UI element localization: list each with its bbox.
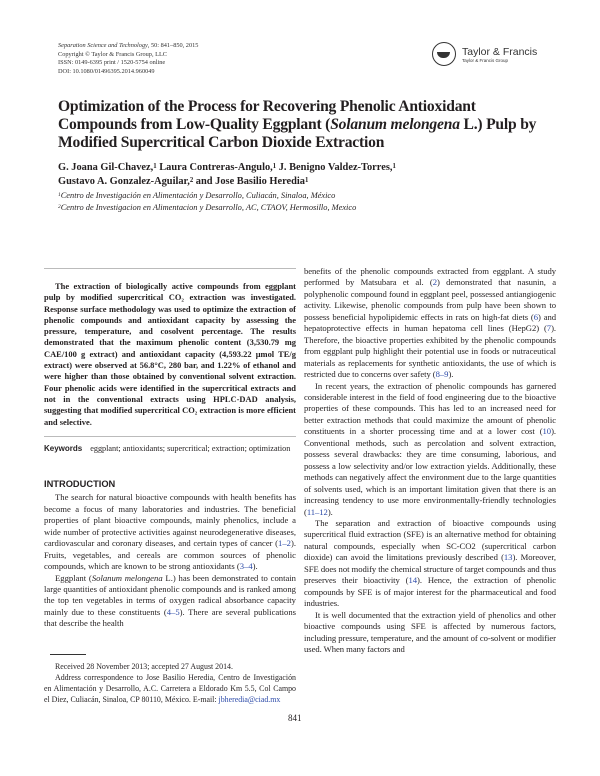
title-species: Solanum melongena	[330, 115, 460, 133]
author-list	[58, 161, 558, 189]
publisher-name: Taylor & Francis	[462, 45, 538, 58]
left-column-body	[44, 492, 296, 629]
received-dates: Received 28 November 2013; accepted 27 August 2014.	[55, 661, 233, 671]
citation-link[interactable]: 4–5	[166, 606, 180, 617]
footnote	[44, 661, 296, 705]
journal-name: Separation Science and Technology	[58, 42, 148, 49]
abstract-top-rule	[44, 268, 296, 269]
citation-link[interactable]: 11–12	[306, 506, 328, 517]
publisher-logo	[432, 42, 537, 66]
citation-link[interactable]: 14	[408, 575, 418, 586]
right-column-body	[304, 266, 556, 655]
abstract-bottom-rule	[44, 436, 296, 437]
author: J. Benigno Valdez-Torres,$^1$	[276, 162, 396, 174]
author: Gustavo A. Gonzalez-Aguilar,$^2$	[58, 176, 194, 188]
affiliations	[58, 190, 558, 214]
paragraph: Eggplant (Solanum melongena L.) has been demonstrated to contain large quantities of antioxidant phenolic compounds and is ranked among the top ten vegetables in terms of oxygen radical absorbance capacity mainly due to these constituents (4–5). There are several publications that describe the health	[44, 572, 297, 629]
keywords	[44, 444, 296, 455]
article-title	[58, 98, 558, 151]
paragraph: In recent years, the extraction of phenolic compounds has garnered considerable interest in the field of food engineering due to the bioactive properties of these compounds. This has led to an increased need for better extraction methods that could maximize the amount of phenolic constituents in a shorter processing time and at a lower cost (10). Conventional methods, such as percolation and solvent extraction, possess several drawbacks: they are time consuming, laborious, and possess a low selectivity and/or low extraction yields. Additionally, these methods can negatively affect the environment due to the large quantities of solvents used, which is an important limitation given that there is an increasing tendency to use more environmentally-friendly technologies (11–12).	[304, 380, 556, 517]
footnote-rule	[50, 654, 86, 655]
journal-header	[58, 42, 198, 76]
paragraph: It is well documented that the extraction yield of phenolics and other bioactive compounds using SFE is affected by numerous factors, including pressure, temperature, and the amount of co-solvent or modifier used. When many factors and	[304, 609, 556, 654]
affiliation: $^1$Centro de Investigación en Alimentación y Desarrollo, Culiacán, Sinaloa, México	[58, 191, 336, 201]
copyright: Copyright © Taylor & Francis Group, LLC	[58, 50, 167, 58]
citation-link[interactable]: 2	[432, 277, 437, 288]
journal-citation: , 50: 841–850, 2015	[147, 42, 199, 49]
paragraph: benefits of the phenolic compounds extracted from eggplant. A study performed by Matsubara et al. (2) demonstrated that nasunin, a polyphenolic compound found in eggplant peel, possessed antiangiogenic activity. Likewise, phenolic compounds from pulp have been shown to possess beneficial hypolipidemic effects in rats on high-fat diets (6) and hepatoprotective effects in human hepatoma cell lines (HepG2) (7). Therefore, the bioactive properties exhibited by the phenolic compounds from eggplant pulp highlight their potential use in foods or nutraceutical materials as replacements for synthetic antioxidants, the use of which is restricted due to concerns over safety (8–9).	[304, 266, 557, 380]
citation-link[interactable]: 8–9	[435, 369, 449, 380]
article-heading-block	[58, 98, 558, 214]
citation-link[interactable]: 7	[546, 323, 552, 334]
doi: DOI: 10.1080/01496395.2014.960049	[58, 67, 155, 75]
citation-link[interactable]: 10	[542, 426, 552, 437]
paragraph: The search for natural bioactive compounds with health benefits has become a focus of many laboratories and industries. The beneficial properties of plant bioactive compounds, mainly phenolics, include a wide number of protective activities against neurodegenerative diseases, cardiovascular and coronary diseases, and certain types of cancer (1–2). Fruits, vegetables, and cereals are common sources of phenolic compounds, which are known to be strong antioxidants (3–4).	[44, 492, 296, 572]
title-text: Optimization of the Process for Recovering Phenolic Antioxidant Compounds from Low-Quality Eggplant (	[58, 98, 476, 133]
title-text-end: L.) Pulp by Modified Supercritical Carbon Dioxide Extraction	[58, 115, 537, 151]
citation-link[interactable]: 3–4	[239, 561, 253, 572]
abstract-text: The extraction of biologically active compounds from eggplant pulp by modified supercritical CO₂ extraction was investigated. Response surface methodology was used to optimize the extraction of phenolic compounds and antioxidant capacity by assessing the pressure, temperature, and cosolvent percentage. The results demonstrated that the maximum phenolic content (3,530.79 mg CAE/100 g extract) and antioxidant capacity (4,593.22 μmol TE/g extract) were observed at 56.8°C, 280 bar, and 1.22% of ethanol and were higher than those obtained by conventional solvent extraction. Four phenolic acids were identified in the supercritical extracts and not in the conventional extracts using HPLC-DAD analysis, suggesting that modified supercritical CO₂ extraction is more efficient and selective.	[44, 281, 296, 427]
paragraph: The separation and extraction of bioactive compounds using supercritical fluid extraction (SFE) is an alternative method for obtaining natural compounds, especially when SC-CO2 (supercritical carbon dioxide) can avoid the limitations previously described (13). Moreover, SFE does not modify the chemical structure of target compounds and thus preserves their bioactivity (14). Hence, the extraction of phenolic compounds by SFE is of major interest for the pharmaceutical and food industries.	[304, 517, 557, 609]
abstract	[44, 281, 296, 428]
keywords-label: Keywords	[44, 443, 83, 453]
citation-link[interactable]: 1–2	[278, 538, 291, 549]
issn: ISSN: 0149-6395 print / 1520-5754 online	[58, 59, 166, 67]
section-heading: INTRODUCTION	[44, 479, 116, 490]
affiliation: $^2$Centro de Investigacion en Alimentacion y Desarrollo, AC, CTAOV, Hermosillo, Mexico	[58, 203, 357, 213]
author: and Jose Basilio Heredia$^1$	[193, 176, 309, 188]
author: G. Joana Gil-Chavez,$^1$	[58, 162, 157, 174]
citation-link[interactable]: 6	[533, 311, 538, 322]
publisher-group: Taylor & Francis Group	[462, 57, 509, 63]
left-column	[44, 268, 296, 705]
author: Laura Contreras-Angulo,$^1$	[156, 162, 277, 174]
publisher-emblem-icon	[432, 42, 456, 66]
citation-link[interactable]: 13	[503, 552, 513, 563]
email-link[interactable]: jbheredia@ciad.mx	[218, 694, 281, 704]
keywords-value: eggplant; antioxidants; supercritical; extraction; optimization	[90, 443, 291, 453]
page-number: 841	[288, 713, 302, 723]
correspondence: Address correspondence to Jose Basilio Heredia, Centro de Investigación en Alimentación y Desarrollo, A.C. Carretera a Eldorado Km 5.5, Col Campo el Diez, Culiacán, Sinaloa, CP 80110, México. E-mail: jbheredia@ciad.mx	[44, 672, 296, 704]
